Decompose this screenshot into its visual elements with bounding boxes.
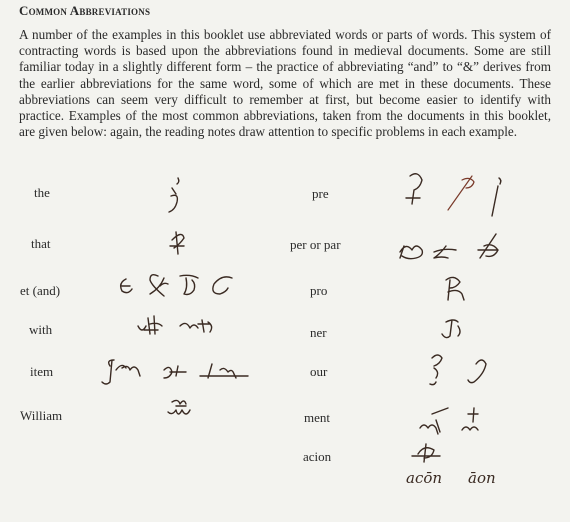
- label-the: the: [34, 185, 50, 200]
- label-acion: acion: [303, 449, 332, 464]
- the-abbreviation-glyph: [169, 178, 179, 212]
- section-heading: Common Abbreviations: [19, 3, 151, 18]
- per-abbreviation-glyph-1: [400, 246, 422, 259]
- label-william: William: [20, 408, 63, 423]
- with-abbreviation-glyph-2: [180, 320, 212, 332]
- intro-paragraph: A number of the examples in this booklet use abbreviated words or parts of words. This system of contracting words is based upon the abbreviations found in medieval documents. Some are still familiar today in a slightly different form – the practice of abbreviating “and” to “&” derives from the earlier abbreviations for the same word, some of which are met in these documents. These abbreviations can seem very difficult to remember at first, but become easier to identify with practice. Examples of the most common abbreviations, taken from the documents in this booklet, are given below: again, the reading notes draw attention to specific problems in each example.: [19, 27, 551, 140]
- acion-abbreviation-sample-2: āon: [468, 469, 496, 487]
- item-abbreviation-glyph-3: [200, 364, 248, 378]
- pre-abbreviation-glyph-3: [492, 178, 501, 216]
- et-abbreviation-glyph-2: [150, 275, 168, 296]
- with-abbreviation-glyph-1: [138, 316, 162, 334]
- label-pro: pro: [310, 283, 328, 298]
- label-ment: ment: [304, 410, 330, 425]
- per-abbreviation-glyph-3: [478, 234, 498, 258]
- item-abbreviation-glyph-1: [102, 360, 140, 384]
- label-our: our: [310, 364, 328, 379]
- acion-abbreviation-sample-1: acōn: [406, 469, 443, 487]
- acion-abbreviation-glyph-1: [412, 444, 440, 462]
- william-abbreviation-glyph: [168, 400, 190, 414]
- label-ner: ner: [310, 325, 327, 340]
- et-abbreviation-glyph-4: [213, 277, 232, 294]
- that-abbreviation-glyph: [170, 232, 184, 254]
- item-abbreviation-glyph-2: [164, 366, 186, 378]
- label-that: that: [31, 236, 51, 251]
- label-pre: pre: [312, 186, 329, 201]
- our-abbreviation-glyph-2: [468, 360, 486, 383]
- per-abbreviation-glyph-2: [434, 246, 456, 258]
- pre-abbreviation-glyph-2: [448, 176, 474, 210]
- our-abbreviation-glyph-1: [430, 355, 442, 385]
- ment-abbreviation-glyph-2: [462, 408, 478, 430]
- ment-abbreviation-glyph-1: [420, 408, 448, 434]
- pre-abbreviation-glyph-1: [406, 174, 422, 204]
- ner-abbreviation-glyph: [442, 320, 460, 338]
- label-item: item: [30, 364, 54, 379]
- pro-abbreviation-glyph: [446, 277, 464, 300]
- label-per-or-par: per or par: [290, 237, 341, 252]
- label-et-and: et (and): [20, 283, 61, 298]
- et-abbreviation-glyph-1: [121, 279, 132, 293]
- label-with: with: [29, 322, 53, 337]
- et-abbreviation-glyph-3: [180, 275, 198, 294]
